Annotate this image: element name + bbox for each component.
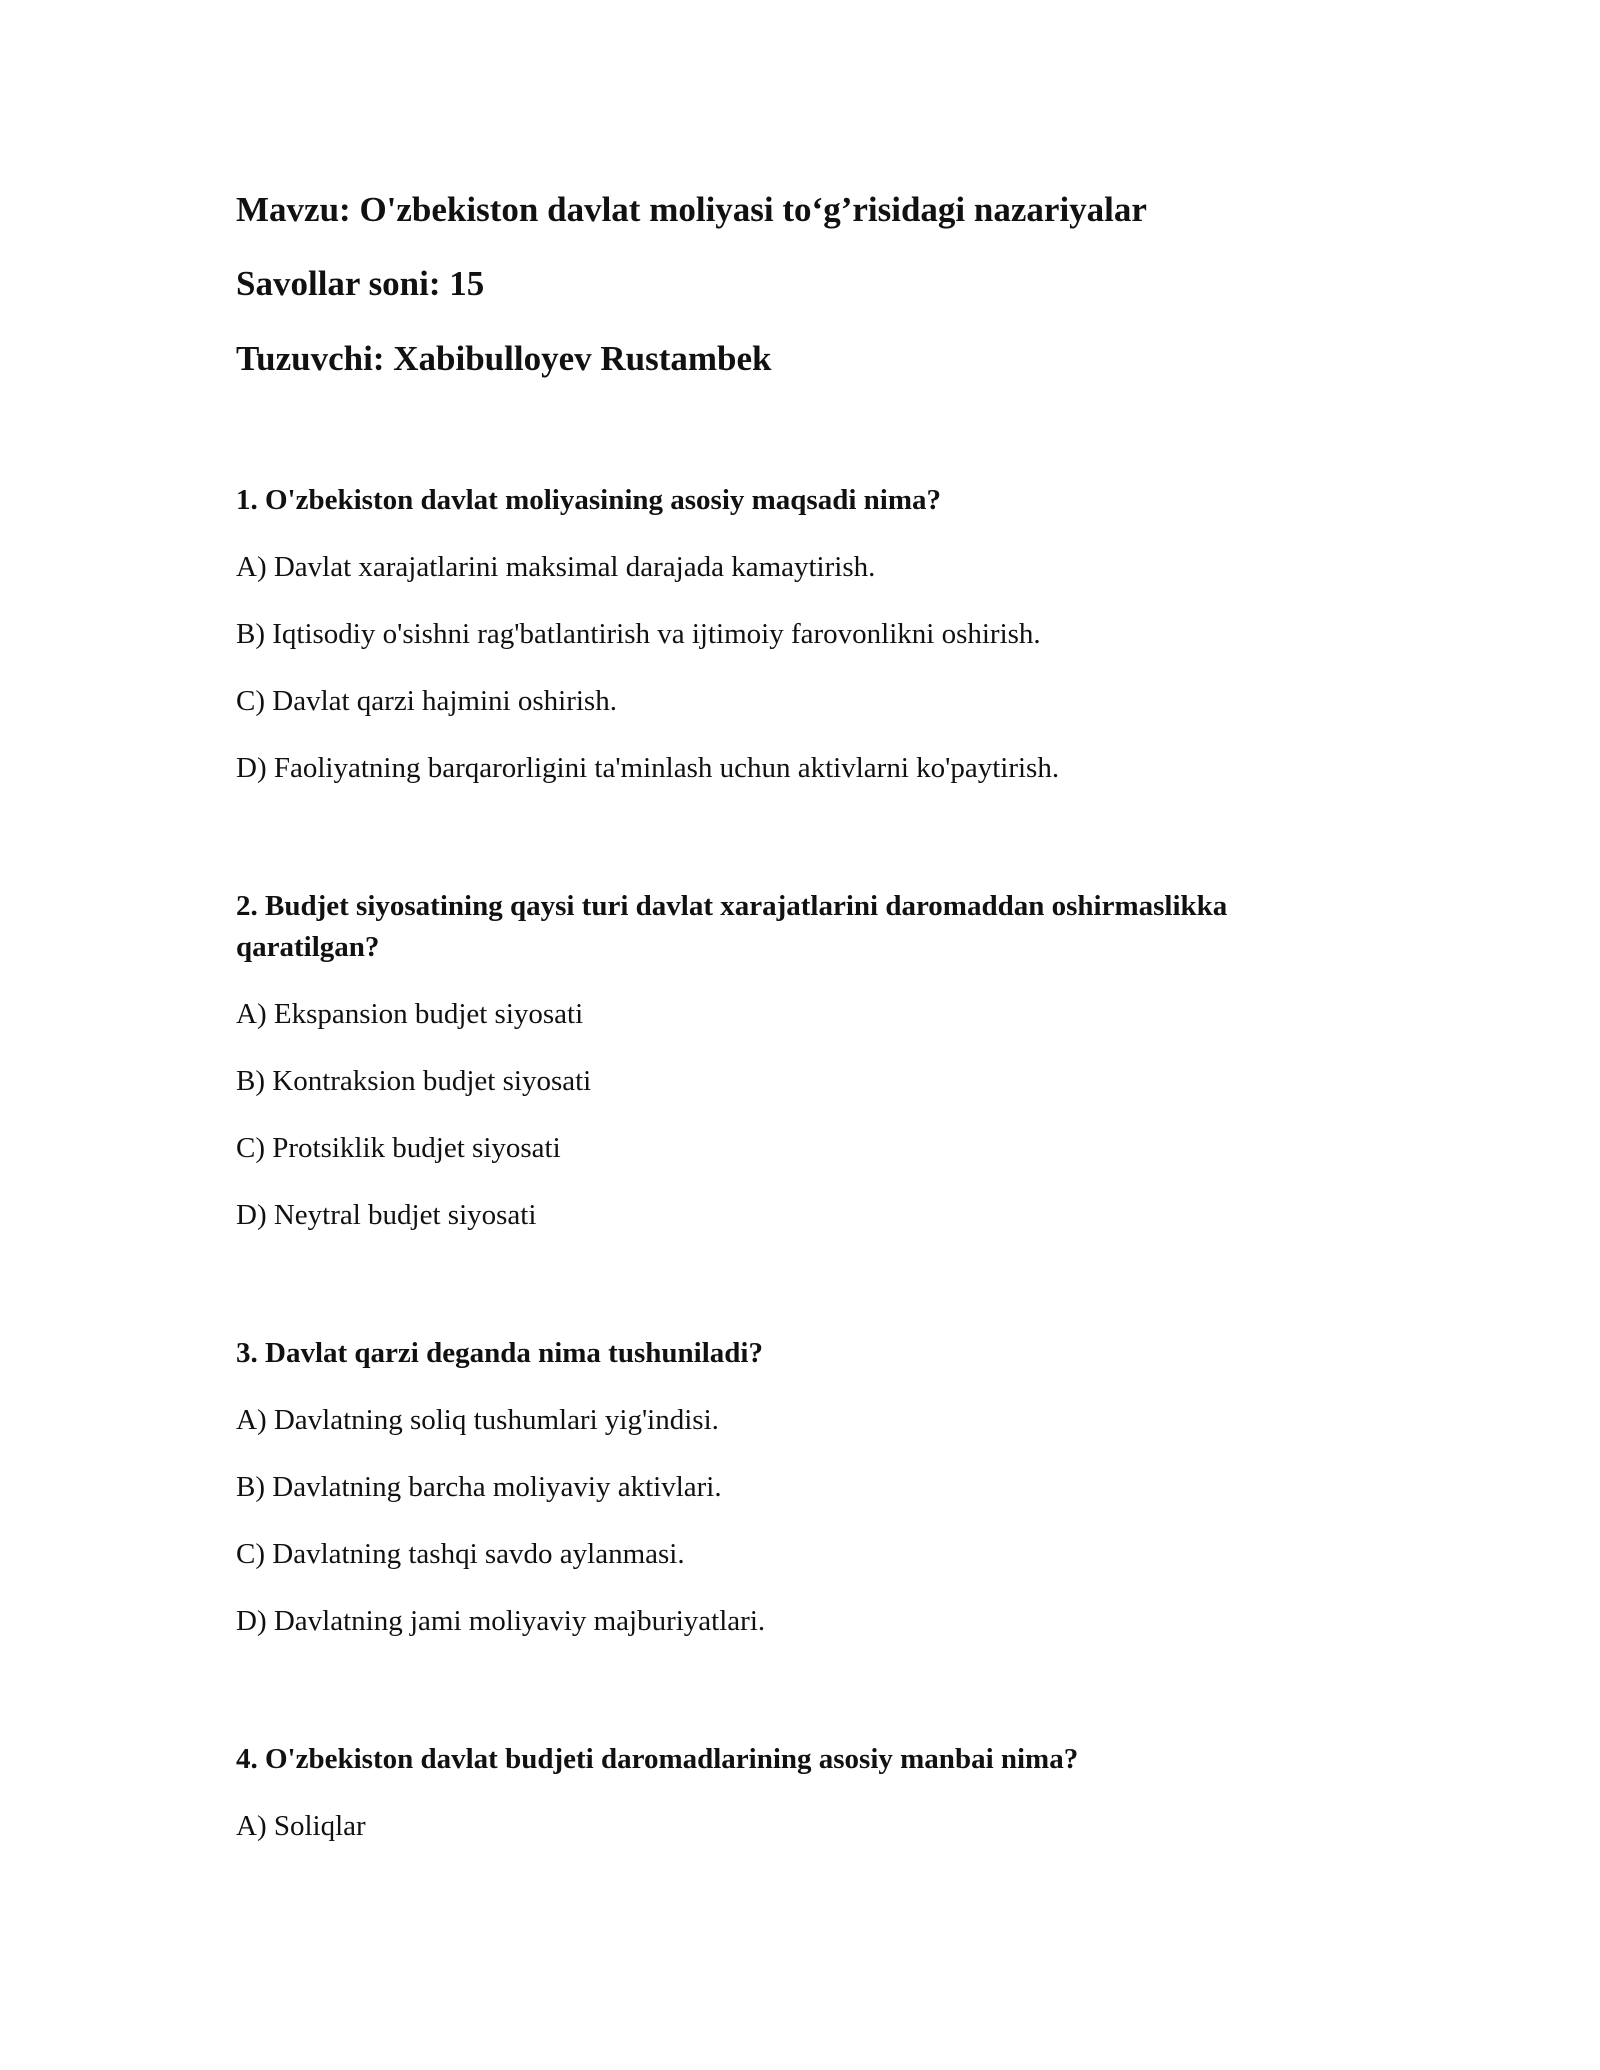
option-a: A) Soliqlar (236, 1810, 366, 1842)
option-b: B) Iqtisodiy o'sishni rag'batlantirish va ijtimoiy farovonlikni oshirish. (236, 618, 1041, 650)
option-c: C) Davlatning tashqi savdo aylanmasi. (236, 1538, 685, 1570)
question-text: 4. O'zbekiston davlat budjeti daromadlarining asosiy manbai nima? (236, 1743, 1079, 1775)
question-count: Savollar soni: 15 (236, 264, 485, 303)
option-d: D) Davlatning jami moliyaviy majburiyatlari. (236, 1605, 766, 1637)
option-c: C) Davlat qarzi hajmini oshirish. (236, 685, 617, 717)
option-b: B) Kontraksion budjet siyosati (236, 1065, 592, 1097)
option-a: A) Ekspansion budjet siyosati (236, 998, 584, 1030)
question-2 (236, 886, 1366, 1262)
option-c: C) Protsiklik budjet siyosati (236, 1132, 561, 1164)
question-text: 1. O'zbekiston davlat moliyasining asosiy maqsadi nima? (236, 484, 941, 516)
question-text: 2. Budjet siyosatining qaysi turi davlat xarajatlarini daromaddan oshirmaslikka qaratilgan? (236, 890, 1228, 963)
question-text: 3. Davlat qarzi deganda nima tushuniladi? (236, 1337, 763, 1369)
question-3 (236, 1333, 1366, 1668)
author-line: Tuzuvchi: Xabibulloyev Rustambek (236, 339, 772, 378)
option-b: B) Davlatning barcha moliyaviy aktivlari. (236, 1471, 722, 1503)
option-d: D) Neytral budjet siyosati (236, 1199, 537, 1231)
topic-heading: Mavzu: O'zbekiston davlat moliyasi to‘g’risidagi nazariyalar (236, 190, 1147, 229)
question-4 (236, 1739, 1366, 1873)
option-a: A) Davlat xarajatlarini maksimal darajada kamaytirish. (236, 551, 876, 583)
question-1 (236, 480, 1366, 815)
option-a: A) Davlatning soliq tushumlari yig'indisi. (236, 1404, 719, 1436)
option-d: D) Faoliyatning barqarorligini ta'minlash uchun aktivlarni ko'paytirish. (236, 752, 1060, 784)
